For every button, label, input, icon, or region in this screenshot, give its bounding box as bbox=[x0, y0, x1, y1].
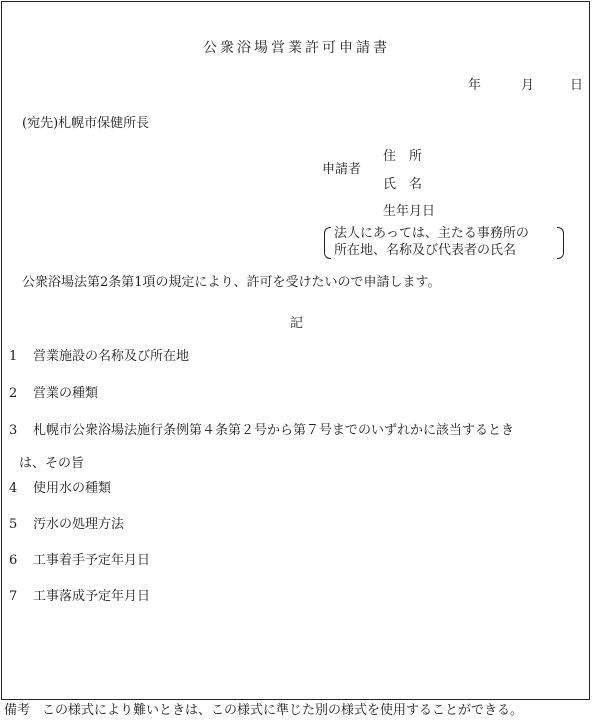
bracket-right bbox=[557, 227, 564, 259]
form-frame bbox=[1, 1, 590, 700]
corporate-note bbox=[324, 226, 564, 260]
form-title: 公衆浴場営業許可申請書 bbox=[203, 40, 390, 56]
applicant-birthdate-label: 生年月日 bbox=[383, 204, 436, 219]
item-5: 5 汚水の処理方法 bbox=[9, 517, 125, 532]
date-day: 日 bbox=[570, 78, 584, 93]
addressee: (宛先)札幌市保健所長 bbox=[22, 116, 150, 131]
applicant-address-label: 住 所 bbox=[383, 149, 423, 164]
item-2: 2 営業の種類 bbox=[9, 386, 99, 401]
date-year: 年 bbox=[468, 78, 482, 93]
remark bbox=[4, 703, 523, 719]
item-3-continuation: は、その旨 bbox=[19, 456, 85, 471]
item-6: 6 工事着手予定年月日 bbox=[9, 553, 151, 568]
applicant-name-label: 氏 名 bbox=[383, 177, 423, 192]
item-3: 3 札幌市公衆浴場法施行条例第４条第２号から第７号までのいずれかに該当するとき bbox=[9, 423, 515, 438]
item-4: 4 使用水の種類 bbox=[9, 481, 112, 496]
item-1: 1 営業施設の名称及び所在地 bbox=[9, 349, 190, 364]
date-month: 月 bbox=[521, 78, 535, 93]
ki-heading: 記 bbox=[289, 316, 303, 331]
item-7: 7 工事落成予定年月日 bbox=[9, 589, 151, 604]
bracket-left bbox=[324, 227, 331, 259]
corporate-note-line1: 法人にあっては、主たる事務所の bbox=[334, 226, 529, 241]
corporate-note-line2: 所在地、名称及び代表者の氏名 bbox=[334, 243, 517, 258]
applicant-label: 申請者 bbox=[322, 162, 362, 177]
date-row bbox=[468, 78, 583, 94]
remark-label: 備考 bbox=[4, 703, 31, 718]
statement: 公衆浴場法第2条第1項の規定により、許可を受けたいので申請します。 bbox=[22, 275, 441, 290]
remark-text: この様式により難いときは、この様式に準じた別の様式を使用することができる。 bbox=[42, 703, 524, 718]
